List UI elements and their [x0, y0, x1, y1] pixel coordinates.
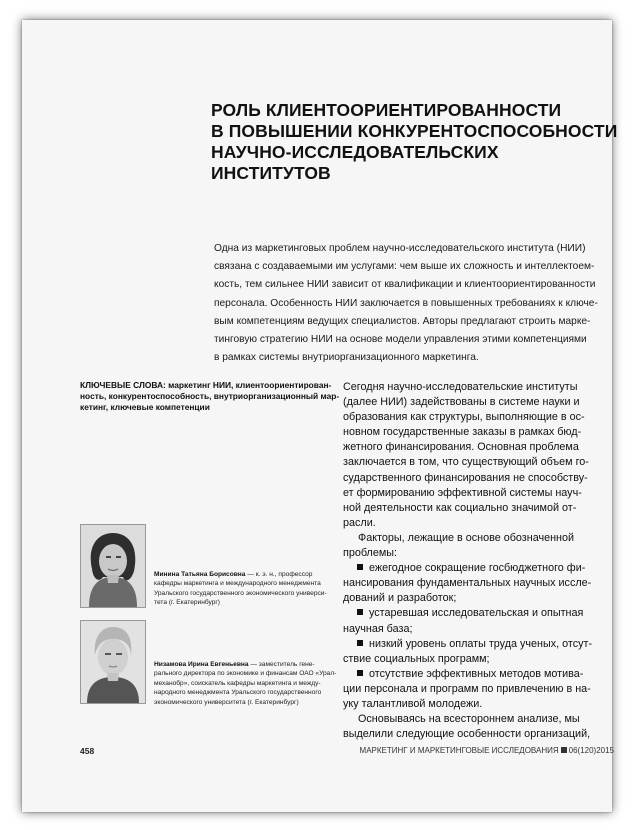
author-description: рального директора по экономике и финансам ОАО «Урал- [154, 670, 337, 678]
journal-name: МАРКЕТИНГ И МАРКЕТИНГОВЫЕ ИССЛЕДОВАНИЯ [359, 746, 559, 755]
title-line: ИНСТИТУТОВ [211, 163, 331, 183]
body-line-text: расли. [343, 516, 376, 529]
author-info [154, 660, 337, 707]
bullet-square-icon [357, 670, 363, 676]
author-description: — заместитель гене- [248, 661, 315, 668]
author-name: Минина Татьяна Борисовна [154, 571, 246, 578]
abstract-line: в рамках системы внутриорганизационного маркетинга. [214, 352, 479, 364]
bullet-line [343, 667, 593, 682]
body-line-text: жетного финансирования. Основная проблема [343, 441, 579, 454]
body-line [343, 712, 593, 727]
body-line-text: новном государственные заказы в рамках бюд- [343, 426, 582, 439]
body-line-text: (далее НИИ) задействованы в системе науки и [343, 396, 580, 409]
abstract-line: вым компетенциям ведущих специалистов. Авторы предлагают строить марке- [214, 315, 591, 327]
body-line-text: ежегодное сокращение госбюджетного фи- [369, 562, 586, 575]
journal-footer [360, 746, 614, 755]
square-separator-icon [561, 747, 567, 753]
abstract-line: кость, тем сильнее НИИ зависит от квалификации и клиентоориентированности [214, 279, 596, 291]
body-line-text: заключается в том, что существующий объем го- [343, 456, 589, 469]
keywords-block [80, 380, 340, 414]
body-line [343, 682, 593, 697]
body-line-text: устаревшая исследовательская и опытная [369, 607, 584, 620]
body-line-text: сударственного финансирования не способству- [343, 471, 588, 484]
abstract-line: персонала. Особенность НИИ заключается в повышенных требованиях к ключе- [214, 297, 598, 309]
body-line-text: ствие социальных программ; [343, 652, 490, 665]
bullet-square-icon [357, 609, 363, 615]
author-photo [80, 524, 146, 608]
body-line-text: отсутствие эффективных методов мотива- [369, 667, 584, 680]
body-line-text: нансирования фундаментальных научных иссле- [343, 577, 592, 590]
author-description: кафедры маркетинга и международного менеджмента [154, 580, 321, 588]
journal-issue: 06(120)2015 [568, 746, 614, 755]
body-line-text: низкий уровень оплаты труда ученых, отсут- [369, 637, 593, 650]
body-line [343, 697, 593, 712]
body-line-text: образования как структуры, выполняющие в ос- [343, 411, 585, 424]
abstract-line: тинговую стратегию НИИ на основе модели управления этими компетенциями [214, 334, 587, 346]
title-line: В ПОВЫШЕНИИ КОНКУРЕНТОСПОСОБНОСТИ [211, 121, 618, 141]
author-photo [80, 620, 146, 704]
body-line [343, 516, 593, 531]
body-line [343, 486, 593, 501]
page-number: 458 [80, 746, 95, 756]
body-line [343, 501, 593, 516]
body-line-text: научная база; [343, 622, 413, 635]
author-description: тета (г. Екатеринбург) [154, 599, 220, 607]
body-line [343, 455, 593, 470]
bullet-line [343, 606, 593, 621]
body-line-text: уку талантливой молодежи. [343, 697, 483, 710]
author-description: Уральского государственного экономического универси- [154, 589, 327, 597]
author-description: экономического университета (г. Екатеринбург) [154, 698, 299, 706]
title-line: НАУЧНО-ИССЛЕДОВАТЕЛЬСКИХ [211, 142, 499, 162]
body-line-text: выделили следующие особенности организаций, [343, 728, 591, 741]
body-line [343, 380, 593, 395]
body-line [343, 410, 593, 425]
article-abstract [214, 240, 598, 367]
keywords-line: ность, конкурентоспособность, внутриорганизационный мар- [80, 391, 340, 402]
body-line-text: ной деятельности как социально значимой от- [343, 501, 577, 514]
body-line-text: Сегодня научно-исследовательские институты [343, 381, 578, 393]
body-line [343, 395, 593, 410]
body-line-text: Факторы, лежащие в основе обозначенной [358, 531, 575, 544]
keywords-line: КЛЮЧЕВЫЕ СЛОВА: маркетинг НИИ, клиентоориентирован- [80, 380, 332, 390]
bullet-square-icon [357, 640, 363, 646]
author-description: народного менеджмента Уральского государственного [154, 689, 322, 697]
bullet-square-icon [357, 564, 363, 570]
body-line-text: ет формированию эффективной системы науч- [343, 486, 582, 499]
title-line: РОЛЬ КЛИЕНТООРИЕНТИРОВАННОСТИ [211, 100, 562, 120]
body-line [343, 652, 593, 667]
body-line [343, 622, 593, 637]
body-line [343, 471, 593, 486]
author-description: — к. э. н., профессор [245, 571, 313, 578]
body-line-text: проблемы: [343, 547, 398, 560]
body-line [343, 727, 593, 742]
abstract-line: Одна из маркетинговых проблем научно-исследовательского института (НИИ) [214, 243, 586, 254]
author-name: Низамова Ирина Евгеньевна [154, 661, 249, 668]
body-line [343, 591, 593, 606]
body-line [343, 531, 593, 546]
author-info [154, 570, 329, 608]
body-line [343, 440, 593, 455]
keywords-line: кетинг, ключевые компетенции [80, 402, 210, 413]
article-body [343, 380, 593, 742]
body-line-text: Основываясь на всестороннем анализе, мы [358, 713, 580, 726]
body-line [343, 425, 593, 440]
body-line [343, 576, 593, 591]
author-description: механобр», соискатель кафедры маркетинга и между- [154, 679, 321, 687]
body-line [343, 546, 593, 561]
body-line-text: ции персонала и программ по привлечению в на- [343, 682, 591, 695]
abstract-line: связана с создаваемыми им услугами: чем выше их сложность и интеллектоем- [214, 261, 595, 273]
article-title [211, 100, 618, 184]
body-line-text: дований и разработок; [343, 592, 457, 605]
bullet-line [343, 637, 593, 652]
bullet-line [343, 561, 593, 576]
